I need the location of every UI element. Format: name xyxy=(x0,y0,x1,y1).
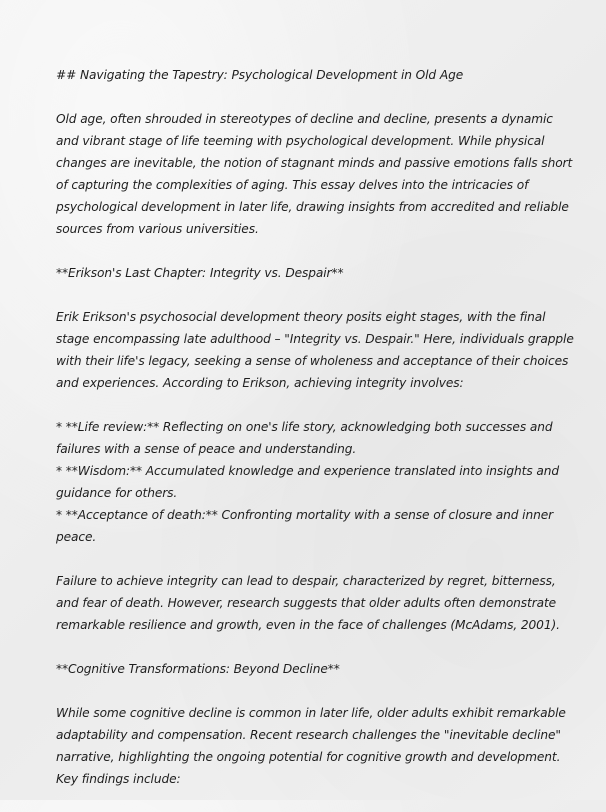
essay-heading: ## Navigating the Tapestry: Psychological Development in Old Age xyxy=(56,68,464,82)
essay-body xyxy=(56,64,576,812)
section-title-cognitive: **Cognitive Transformations: Beyond Decline** xyxy=(56,662,340,676)
integrity-bullet-list xyxy=(56,416,576,548)
intro-paragraph: Old age, often shrouded in stereotypes of decline and decline, presents a dynamic and vibrant stage of life teeming with psychological development. While physical changes are inevitable, the notion of stagnant minds and passive emotions falls short of capturing the complexities of aging. This essay delves into the intricacies of psychological development in later life, drawing insights from accredited and reliable sources from various universities. xyxy=(56,112,573,236)
list-item: * **Acceptance of death:** Confronting mortality with a sense of closure and inner peace. xyxy=(56,508,553,544)
list-item: * **Life review:** Reflecting on one's life story, acknowledging both successes and failures with a sense of peace and understanding. xyxy=(56,420,553,456)
list-item: * **Wisdom:** Accumulated knowledge and experience translated into insights and guidance for others. xyxy=(56,464,559,500)
erikson-paragraph: Erik Erikson's psychosocial development theory posits eight stages, with the final stage encompassing late adulthood – "Integrity vs. Despair." Here, individuals grapple with their life's legacy, seeking a sense of wholeness and acceptance of their choices and experiences. According to Erikson, achieving integrity involves: xyxy=(56,310,574,390)
section-title-erikson: **Erikson's Last Chapter: Integrity vs. Despair** xyxy=(56,266,344,280)
despair-paragraph: Failure to achieve integrity can lead to despair, characterized by regret, bitterness, and fear of death. However, research suggests that older adults often demonstrate remarkable resilience and growth, even in the face of challenges (McAdams, 2001). xyxy=(56,574,560,632)
cognitive-paragraph: While some cognitive decline is common in later life, older adults exhibit remarkable adaptability and compensation. Recent research challenges the "inevitable decline" narrative, highlighting the ongoing potential for cognitive growth and development. Key findings include: xyxy=(56,706,566,786)
